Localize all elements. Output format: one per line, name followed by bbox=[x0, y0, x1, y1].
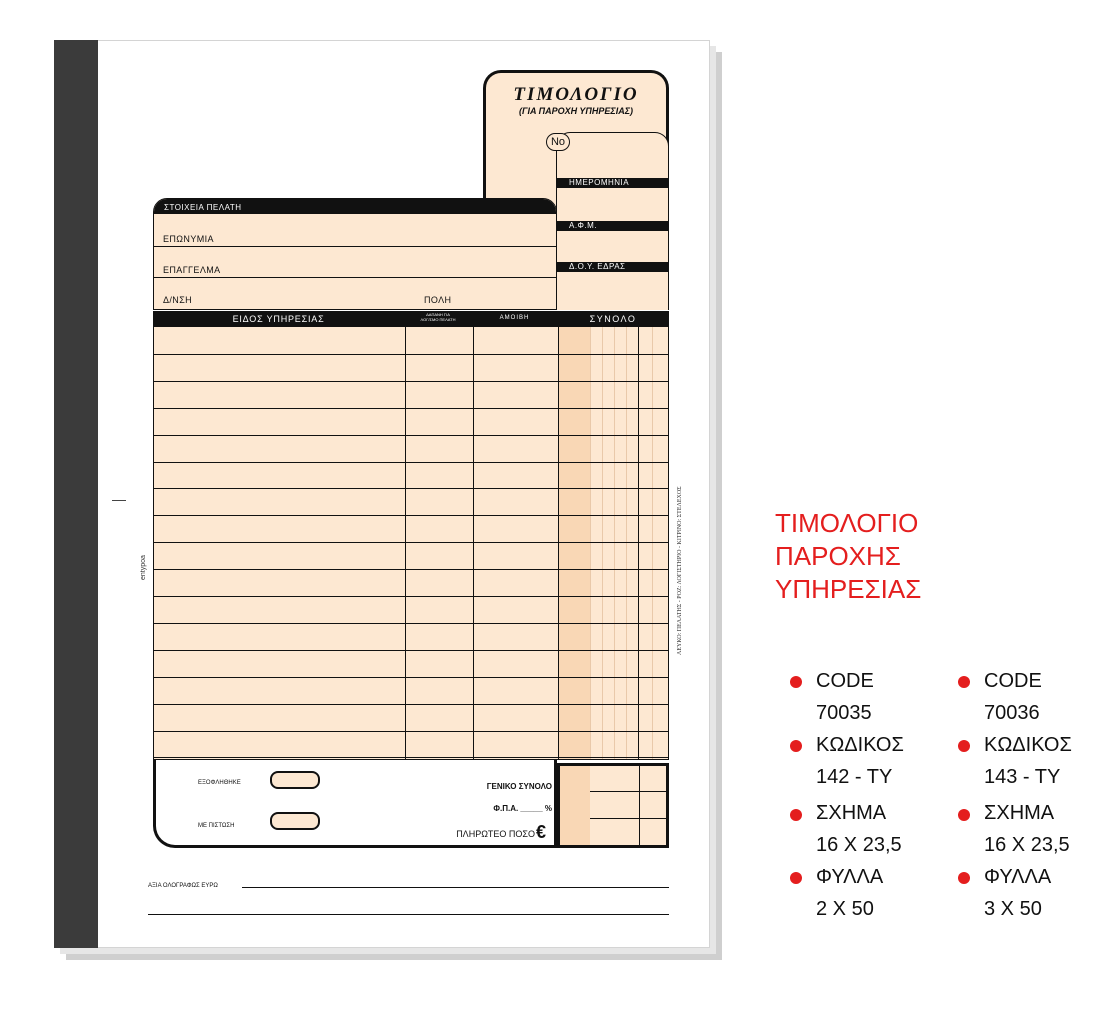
schema-label: ΣΧΗΜΑ bbox=[984, 802, 1055, 824]
table-row-line bbox=[154, 408, 668, 409]
number-label: No bbox=[546, 133, 570, 151]
kodikos-value: 143 - ΤΥ bbox=[984, 766, 1061, 788]
date-label: ΗΜΕΡΟΜΗΝΙΑ bbox=[557, 178, 669, 188]
fylla-label: ΦΥΛΛΑ bbox=[984, 866, 1052, 888]
name-label: ΕΠΩΝΥΜΙΑ bbox=[163, 234, 214, 244]
services-table bbox=[153, 311, 669, 760]
name-line bbox=[153, 246, 557, 247]
bullet-icon bbox=[790, 872, 802, 884]
form-title: ΤΙΜΟΛΟΓΙΟ bbox=[513, 84, 639, 105]
product-title-line3: ΥΠΗΡΕΣΙΑΣ bbox=[775, 574, 922, 604]
city-label: ΠΟΛΗ bbox=[424, 295, 452, 305]
table-row-line bbox=[154, 596, 668, 597]
customer-box bbox=[153, 198, 557, 310]
col-fee: ΑΜΟΙΒΗ bbox=[499, 315, 530, 321]
paid-checkbox[interactable] bbox=[270, 771, 320, 789]
code-value: 70036 bbox=[984, 702, 1040, 724]
bullet-icon bbox=[958, 809, 970, 821]
kodikos-label: ΚΩΔΙΚΟΣ bbox=[816, 734, 904, 756]
col-expense-line1: ΔΑΠΑΝΗ ΓΙΑ bbox=[426, 312, 450, 317]
total-shade bbox=[558, 312, 590, 759]
fold-mark bbox=[112, 500, 126, 501]
fylla-value: 2 Χ 50 bbox=[816, 898, 874, 920]
schema-label: ΣΧΗΜΑ bbox=[816, 802, 887, 824]
fylla-value: 3 Χ 50 bbox=[984, 898, 1042, 920]
col-service: ΕΙΔΟΣ ΥΠΗΡΕΣΙΑΣ bbox=[232, 314, 325, 324]
pad-binding bbox=[54, 40, 98, 948]
profession-label: ΕΠΑΓΓΕΛΜΑ bbox=[163, 265, 221, 275]
table-row-line bbox=[154, 488, 668, 489]
table-row-line bbox=[154, 435, 668, 436]
table-row-line bbox=[154, 677, 668, 678]
product-title-line1: ΤΙΜΟΛΟΓΙΟ bbox=[775, 508, 919, 538]
code-label: CODE bbox=[984, 670, 1042, 692]
table-row-line bbox=[154, 515, 668, 516]
paid-label: ΕΞΟΦΛΗΘΗΚΕ bbox=[198, 780, 241, 786]
fylla-label: ΦΥΛΛΑ bbox=[816, 866, 884, 888]
doy-label: Δ.Ο.Υ. ΕΔΡΑΣ bbox=[557, 262, 669, 272]
bullet-icon bbox=[790, 676, 802, 688]
euro-icon: € bbox=[536, 822, 547, 842]
amount-words-line bbox=[242, 887, 669, 888]
table-row-line bbox=[154, 354, 668, 355]
profession-line bbox=[153, 277, 557, 278]
totals-cells bbox=[557, 763, 669, 848]
afm-label: Α.Φ.Μ. bbox=[557, 221, 669, 231]
credit-checkbox[interactable] bbox=[270, 812, 320, 830]
spec-column-1 bbox=[790, 668, 940, 936]
schema-value: 16 Χ 23,5 bbox=[984, 834, 1070, 856]
kodikos-label: ΚΩΔΙΚΟΣ bbox=[984, 734, 1072, 756]
bullet-icon bbox=[958, 872, 970, 884]
spec-column-2 bbox=[958, 668, 1108, 936]
col-expense-line2: ΛΟΓ/ΣΜΟ ΠΕΛΑΤΗ bbox=[420, 317, 456, 322]
col-total: ΣΥΝΟΛΟ bbox=[589, 314, 637, 324]
col-expense bbox=[404, 312, 472, 322]
payable-label: ΠΛΗΡΩΤΕΟ ΠΟΣΟ bbox=[456, 829, 535, 839]
table-row-line bbox=[154, 569, 668, 570]
form-subtitle: (ΓΙΑ ΠΑΡΟΧΗ ΥΠΗΡΕΣΙΑΣ) bbox=[518, 106, 634, 116]
vat-label: Φ.Π.Α. _____ % bbox=[493, 804, 552, 813]
code-value: 70035 bbox=[816, 702, 872, 724]
table-row-line bbox=[154, 542, 668, 543]
bullet-icon bbox=[958, 740, 970, 752]
table-row-line bbox=[154, 381, 668, 382]
bullet-icon bbox=[790, 809, 802, 821]
address-label: Δ/ΝΣΗ bbox=[163, 295, 193, 305]
printer-mark: entypoa bbox=[140, 555, 147, 580]
customer-header: ΣΤΟΙΧΕΙΑ ΠΕΛΑΤΗ bbox=[154, 199, 556, 214]
table-row-line bbox=[154, 731, 668, 732]
code-label: CODE bbox=[816, 670, 874, 692]
product-title-line2: ΠΑΡΟΧΗΣ bbox=[775, 541, 901, 571]
credit-label: ΜΕ ΠΙΣΤΩΣΗ bbox=[198, 823, 235, 829]
table-row-line bbox=[154, 650, 668, 651]
table-row-line bbox=[154, 462, 668, 463]
table-row-line bbox=[154, 623, 668, 624]
kodikos-value: 142 - ΤΥ bbox=[816, 766, 893, 788]
bullet-icon bbox=[958, 676, 970, 688]
grand-total-label: ΓΕΝΙΚΟ ΣΥΝΟΛΟ bbox=[486, 782, 552, 791]
amount-words-label: ΑΞΙΑ ΟΛΟΓΡΑΦΩΣ ΕΥΡΩ bbox=[148, 883, 218, 889]
copy-colors-note: ΛΕΥΚΟ: ΠΕΛΑΤΗΣ - ΡΟΖ: ΛΟΓΙΣΤΗΡΙΟ - ΚΙΤΡΙΝΟ: ΣΤΕΛΕΧΟΣ bbox=[677, 486, 683, 655]
schema-value: 16 Χ 23,5 bbox=[816, 834, 902, 856]
bullet-icon bbox=[790, 740, 802, 752]
amount-words-line-2 bbox=[148, 914, 669, 915]
table-row-line bbox=[154, 704, 668, 705]
table-row-line bbox=[154, 757, 668, 758]
